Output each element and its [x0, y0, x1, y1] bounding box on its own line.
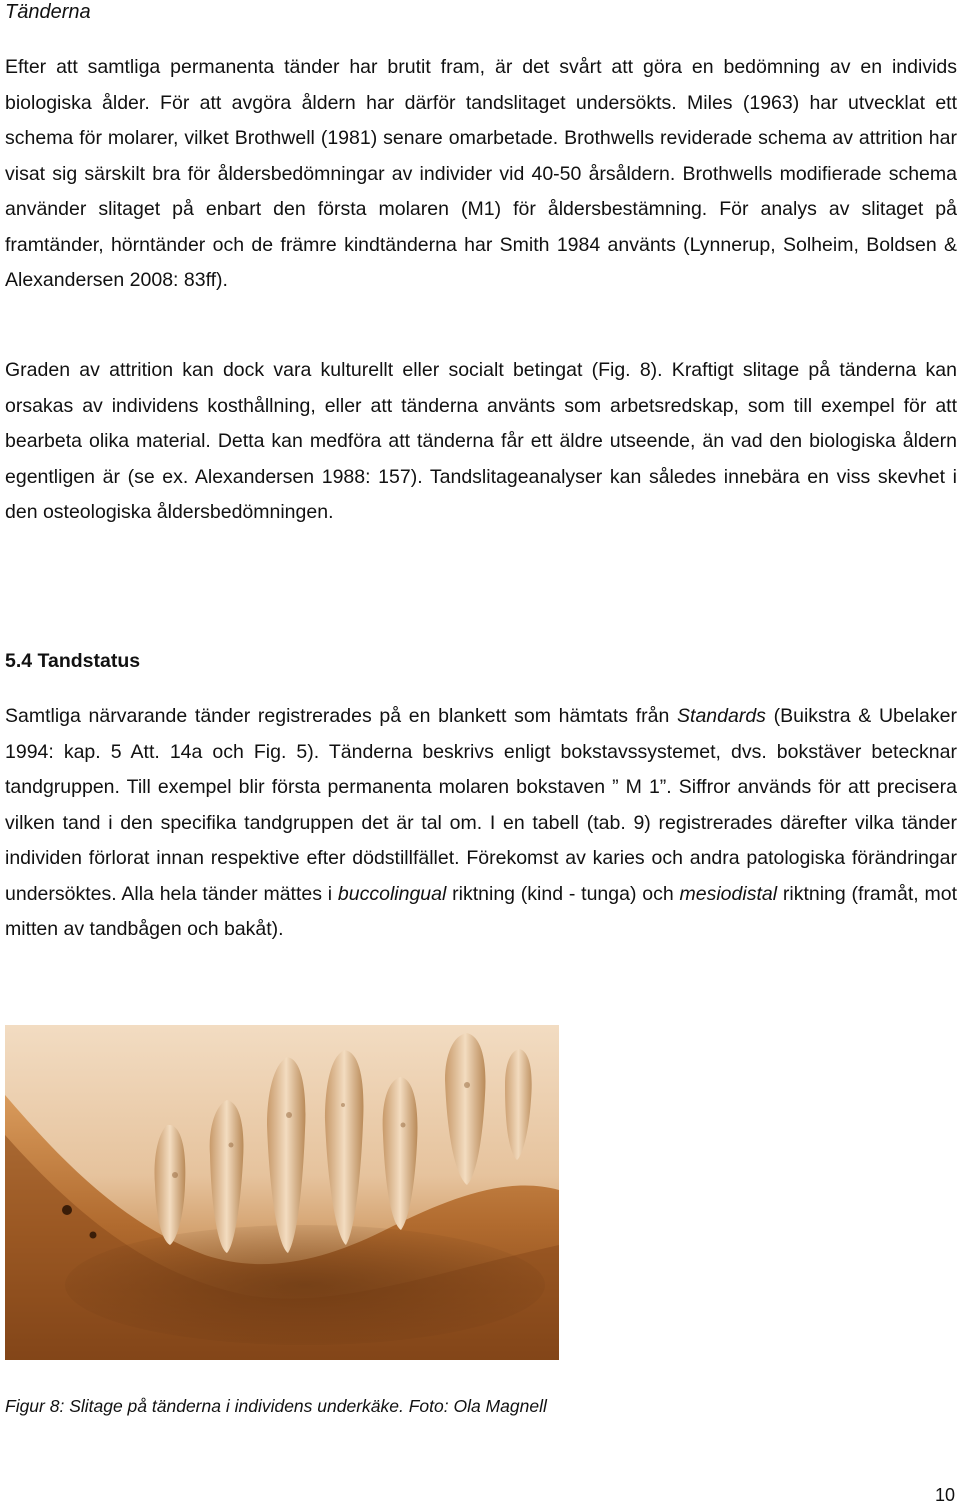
italic-term-standards: Standards — [677, 705, 766, 727]
tooth-shape — [445, 1033, 485, 1185]
text-run: riktning (kind - tunga) och — [446, 882, 680, 905]
text-run: Samtliga närvarande tänder registrerades på en blankett som hämtats från — [5, 705, 678, 727]
italic-term-buccolingual: buccolingual — [337, 882, 447, 905]
section-heading-tandstatus: 5.4 Tandstatus — [5, 650, 141, 672]
paragraph-attrition-cultural: Graden av attrition kan dock vara kulturellt eller socialt betingat (Fig. 8). Kraftigt slitage på tänderna kan orsakas av individens kosthållning, eller att tänderna använts som arbetsredskap, som till exempel för att bearbeta olika material. Detta kan medföra att tänderna får ett äldre utseende, än vad den biologiska åldern egentligen är (se ex. Alexandersen 1988: 157). Tandslitageanalyser kan således innebära en viss skevhet i den osteologiska åldersbedömningen. — [5, 359, 957, 523]
socket-shadow — [65, 1225, 545, 1345]
figure-jaw-photo — [5, 1025, 559, 1360]
text-run: (Buikstra & Ubelaker 1994: kap. 5 Att. 14a och Fig. 5). Tänderna beskrivs enligt bokstavssystemet, dvs. bokstäver betecknar tandgruppen. Till exempel blir första permanenta molaren bokstaven ” M 1”. Siffror används för att precisera vilken tand i den specifika tandgruppen det är tal om. I en tabell (tab. 9) registrerades därefter vilka tänder individen förlorat innan respektive efter dödstillfället. Förekomst av karies och andra patologiska förändringar undersöktes. Alla hela tänder mättes i — [5, 705, 957, 905]
tooth-shape — [325, 1050, 363, 1245]
foramen-hole — [62, 1205, 72, 1215]
foramen-hole — [90, 1232, 97, 1239]
jaw-teeth-illustration — [5, 1025, 559, 1360]
italic-term-mesiodistal: mesiodistal — [679, 882, 778, 905]
tooth-shape — [505, 1049, 532, 1160]
text-run: riktning (framåt, mot mitten av tandbågen och bakåt). — [5, 882, 958, 940]
tooth-shape — [267, 1057, 305, 1253]
page-number: 10 — [934, 1485, 955, 1505]
figure-caption: Figur 8: Slitage på tänderna i individens underkäke. Foto: Ola Magnell — [5, 1396, 547, 1416]
tooth-shape — [155, 1125, 186, 1245]
subsection-heading: Tänderna — [5, 1, 91, 23]
tooth-shape — [383, 1077, 418, 1230]
paragraph-tandstatus — [5, 699, 957, 948]
paragraph-tooth-wear-intro: Efter att samtliga permanenta tänder har brutit fram, är det svårt att göra en bedömning av en individs biologiska ålder. För att avgöra åldern har därför tandslitaget undersökts. Miles (1963) har utvecklat ett schema för molarer, vilket Brothwell (1981) senare omarbetade. Brothwells reviderade schema av attrition har visat sig särskilt bra för åldersbedömningar av individer vid 40-50 årsåldern. Brothwells modifierade schema använder slitaget på enbart den första molaren (M1) för åldersbestämning. För analys av slitaget på framtänder, hörntänder och de främre kindtänderna har Smith 1984 använts (Lynnerup, Solheim, Boldsen & Alexandersen 2008: 83ff). — [5, 56, 957, 291]
